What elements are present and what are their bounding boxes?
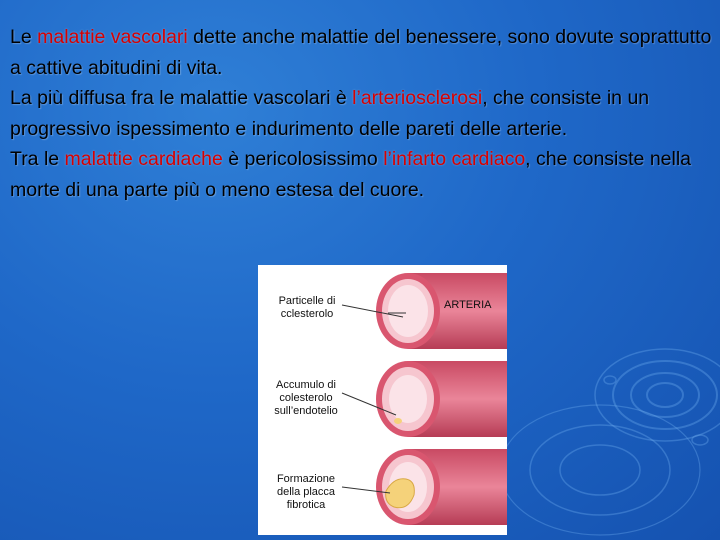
highlighted-term: malattie cardiache [64,148,223,170]
paragraph-2 [10,83,715,144]
artery-section-plaque [376,449,507,525]
label-arteria: ARTERIA [444,299,492,311]
artery-section-accumulation [376,361,507,437]
text-run: Tra le [10,148,65,170]
label-particelle: Particelle di cclesterolo [278,295,336,320]
highlighted-term: malattie vascolari [37,26,188,48]
text-run: La più diffusa fra le malattie vascolari è [10,87,353,109]
text-run: dette anche malattie del benessere, sono dovute soprattutto a cattive abitudini di vita. [10,26,712,79]
highlighted-term: l’infarto cardiaco [383,148,526,170]
slide-text [10,22,715,205]
text-run: è pericolosissimo [222,148,384,170]
artery-illustration [258,265,507,535]
highlighted-term: l’arteriosclerosi [352,87,483,109]
label-accumulo: Accumulo di colesterolo sull’endotelio [274,379,338,417]
paragraph-3 [10,144,715,205]
text-run: Le [10,26,38,48]
paragraph-1 [10,22,715,83]
text-run: , che consiste in un progressivo ispessimento e indurimento delle pareti delle arterie. [10,87,650,140]
text-run: , che consiste nella morte di una parte più o meno estesa del cuore. [10,148,692,201]
label-formazione: Formazione della placca fibrotica [276,473,336,511]
